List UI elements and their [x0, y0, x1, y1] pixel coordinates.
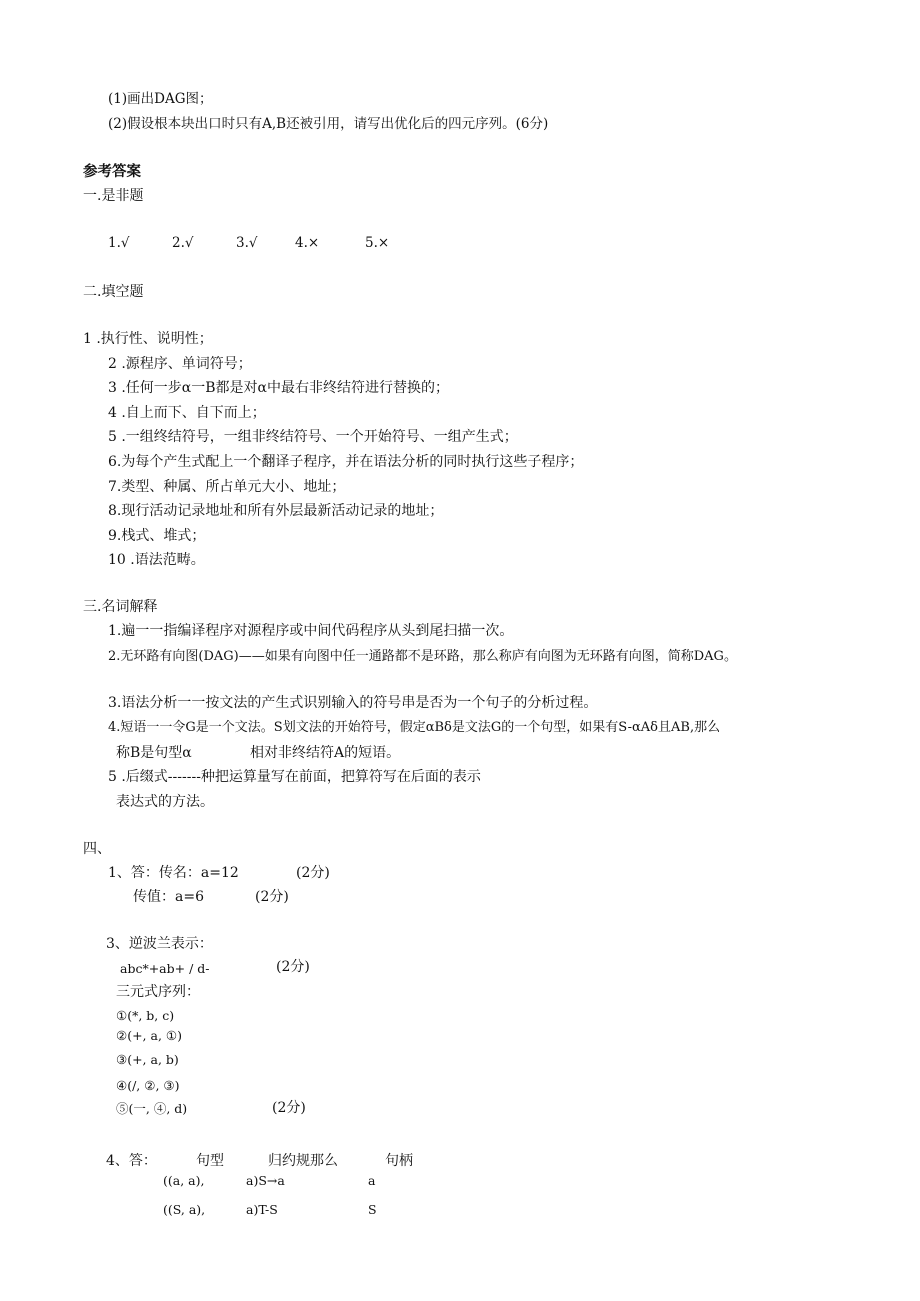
term-item-5-cont: 表达式的方法。 — [116, 794, 214, 810]
fill-item-4: 4 .自上而下、自下而上； — [108, 405, 266, 421]
fill-item-8: 8.现行活动记录地址和所有外层最新活动记录的地址； — [108, 503, 444, 519]
answer-3-expression: abc*+ab+ / d- — [120, 961, 210, 976]
term-item-5: 5 .后缀式-------种把运算量写在前面，把算符写在后面的表示 — [108, 769, 481, 785]
table-row-2-handle: S — [368, 1202, 377, 1217]
tf-item-2: 2.√ — [172, 235, 194, 251]
term-item-4: 4.短语一一令G是一个文法。S划文法的开始符号，假定αBδ是文法G的一个句型，如果有S-αAδ且AB,那么 — [108, 720, 721, 735]
question-2: (2)假设根本块出口时只有A,B还被引用，请写出优化后的四元序列。(6分) — [108, 116, 549, 132]
triple-4: ④(/, ②, ③) — [116, 1078, 180, 1093]
fill-item-9: 9.栈式、堆式； — [108, 528, 206, 544]
fill-item-10: 10 .语法范畴。 — [108, 552, 205, 568]
table-row-1-handle: a — [368, 1173, 376, 1188]
term-item-2: 2.无环路有向图(DAG)——如果有向图中任一通路都不是环路，那么称庐有向图为无环路有向图，简称DAG。 — [108, 649, 737, 664]
triple-1: ①(*, b, c) — [116, 1008, 175, 1023]
triple-sequence-label: 三元式序列： — [116, 984, 200, 1000]
triple-2: ②(+, a, ①) — [116, 1028, 182, 1043]
table-row-1-form: ((a, a), — [163, 1173, 205, 1188]
fill-item-6: 6.为每个产生式配上一个翻译子程序，并在语法分析的同时执行这些子程序； — [108, 454, 584, 470]
term-item-3: 3.语法分析一一按文法的产生式识别输入的符号串是否为一个句子的分析过程。 — [108, 695, 598, 711]
section-2-heading: 二.填空题 — [83, 284, 144, 300]
answer-1b-score: (2分) — [255, 889, 289, 905]
fill-item-3: 3 .任何一步α一B都是对α中最右非终结符进行替换的； — [108, 380, 450, 396]
triple-5: ⑤(一, ④, d) — [116, 1101, 188, 1116]
fill-item-2: 2 .源程序、单词符号； — [108, 356, 252, 372]
answer-4-label: 4、答： — [106, 1153, 157, 1169]
term-item-4-cont-a: 称B是句型α — [116, 745, 192, 761]
term-item-1: 1.遍一一指编译程序对源程序或中间代码程序从头到尾扫描一次。 — [108, 623, 514, 639]
section-4-heading: 四、 — [83, 841, 111, 857]
tf-item-4: 4.× — [295, 235, 320, 251]
tf-item-1: 1.√ — [108, 235, 130, 251]
triples-score: (2分) — [272, 1100, 306, 1116]
answer-1-label: 1、答：传名：a=12 — [108, 865, 239, 881]
answer-1-score: (2分) — [296, 865, 330, 881]
table-header-sentential-form: 句型 — [196, 1153, 224, 1169]
table-header-handle: 句柄 — [385, 1153, 413, 1169]
fill-item-5: 5 .一组终结符号，一组非终结符号、一个开始符号、一组产生式； — [108, 429, 518, 445]
fill-item-1: 1 .执行性、说明性； — [83, 331, 213, 347]
table-row-2-form: ((S, a), — [163, 1202, 206, 1217]
answer-3-label: 3、逆波兰表示： — [106, 936, 213, 952]
answers-title: 参考答案 — [83, 163, 141, 180]
question-1: (1)画出DAG图； — [108, 91, 213, 107]
table-row-2-rule: a)T-S — [246, 1202, 278, 1217]
tf-item-3: 3.√ — [236, 235, 258, 251]
table-header-reduction-rule: 归约规那么 — [268, 1153, 338, 1169]
tf-item-5: 5.× — [365, 235, 390, 251]
section-3-heading: 三.名词解释 — [83, 599, 158, 615]
section-1-heading: 一.是非题 — [83, 188, 144, 204]
term-item-4-cont-b: 相对非终结符A的短语。 — [250, 745, 401, 761]
answer-1b: 传值：a=6 — [133, 889, 204, 905]
table-row-1-rule: a)S→a — [246, 1173, 285, 1188]
fill-item-7: 7.类型、种属、所占单元大小、地址； — [108, 479, 346, 495]
answer-3-score: (2分) — [276, 959, 310, 975]
triple-3: ③(+, a, b) — [116, 1052, 179, 1067]
